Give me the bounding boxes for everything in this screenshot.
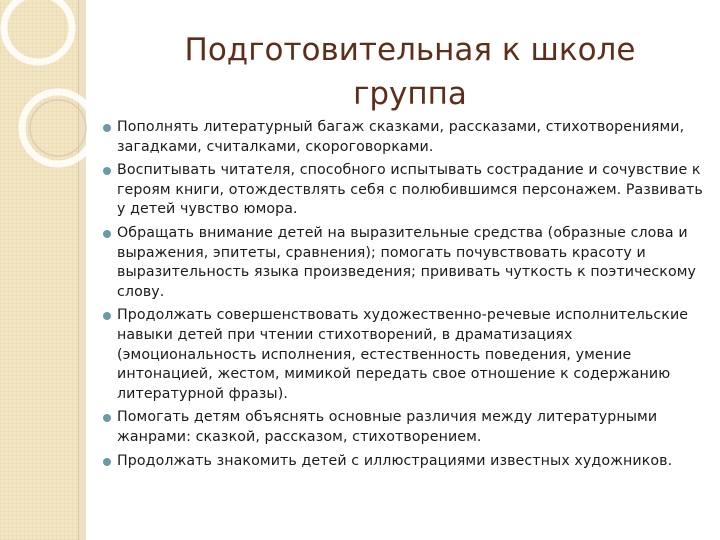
bullet-dot-icon bbox=[103, 230, 111, 238]
bullet-text: Пополнять литературный багаж сказками, рассказами, стихотворениями, загадками, считалками, скороговорками. bbox=[117, 119, 685, 155]
bullet-item bbox=[103, 306, 703, 404]
bullet-dot-icon bbox=[103, 124, 111, 132]
lower-ring-inner bbox=[30, 100, 86, 156]
slide-title: Подготовительная к школе группа bbox=[184, 32, 636, 112]
bullet-item bbox=[103, 161, 703, 220]
bullet-text: Продолжать совершенствовать художественно-речевые исполнительские навыки детей при чтении стихотворений, в драматизациях (эмоциональность исполнения, естественность поведения, умение интонацией, жестом, мимикой передать свое отношение к содержанию литературной фразы). bbox=[117, 307, 689, 402]
bullet-item bbox=[103, 118, 703, 157]
upper-ring bbox=[4, 0, 72, 62]
lower-ring bbox=[22, 92, 94, 164]
bullet-list bbox=[103, 118, 703, 475]
bullet-item bbox=[103, 408, 703, 447]
decorative-rings bbox=[0, 0, 110, 220]
bullet-text: Обращать внимание детей на выразительные средства (образные слова и выражения, эпитеты, сравнения); помогать почувствовать красоту и выразительность языка произведения; прививать чуткость к поэтическому слову. bbox=[117, 224, 697, 300]
bullet-item bbox=[103, 224, 703, 302]
bullet-text: Помогать детям объяснять основные различия между литературными жанрами: сказкой, рассказом, стихотворением. bbox=[117, 409, 658, 445]
bullet-text: Продолжать знакомить детей с иллюстрациями известных художников. bbox=[117, 452, 673, 469]
bullet-dot-icon bbox=[103, 312, 111, 320]
bullet-text: Воспитывать читателя, способного испытывать сострадание и сочувствие к героям книги, отождествлять себя с полюбившимся персонажем. Развивать у детей чувство юмора. bbox=[117, 162, 703, 218]
bullet-dot-icon bbox=[103, 414, 111, 422]
bullet-dot-icon bbox=[103, 167, 111, 175]
bullet-dot-icon bbox=[103, 458, 111, 466]
bullet-item bbox=[103, 452, 703, 472]
